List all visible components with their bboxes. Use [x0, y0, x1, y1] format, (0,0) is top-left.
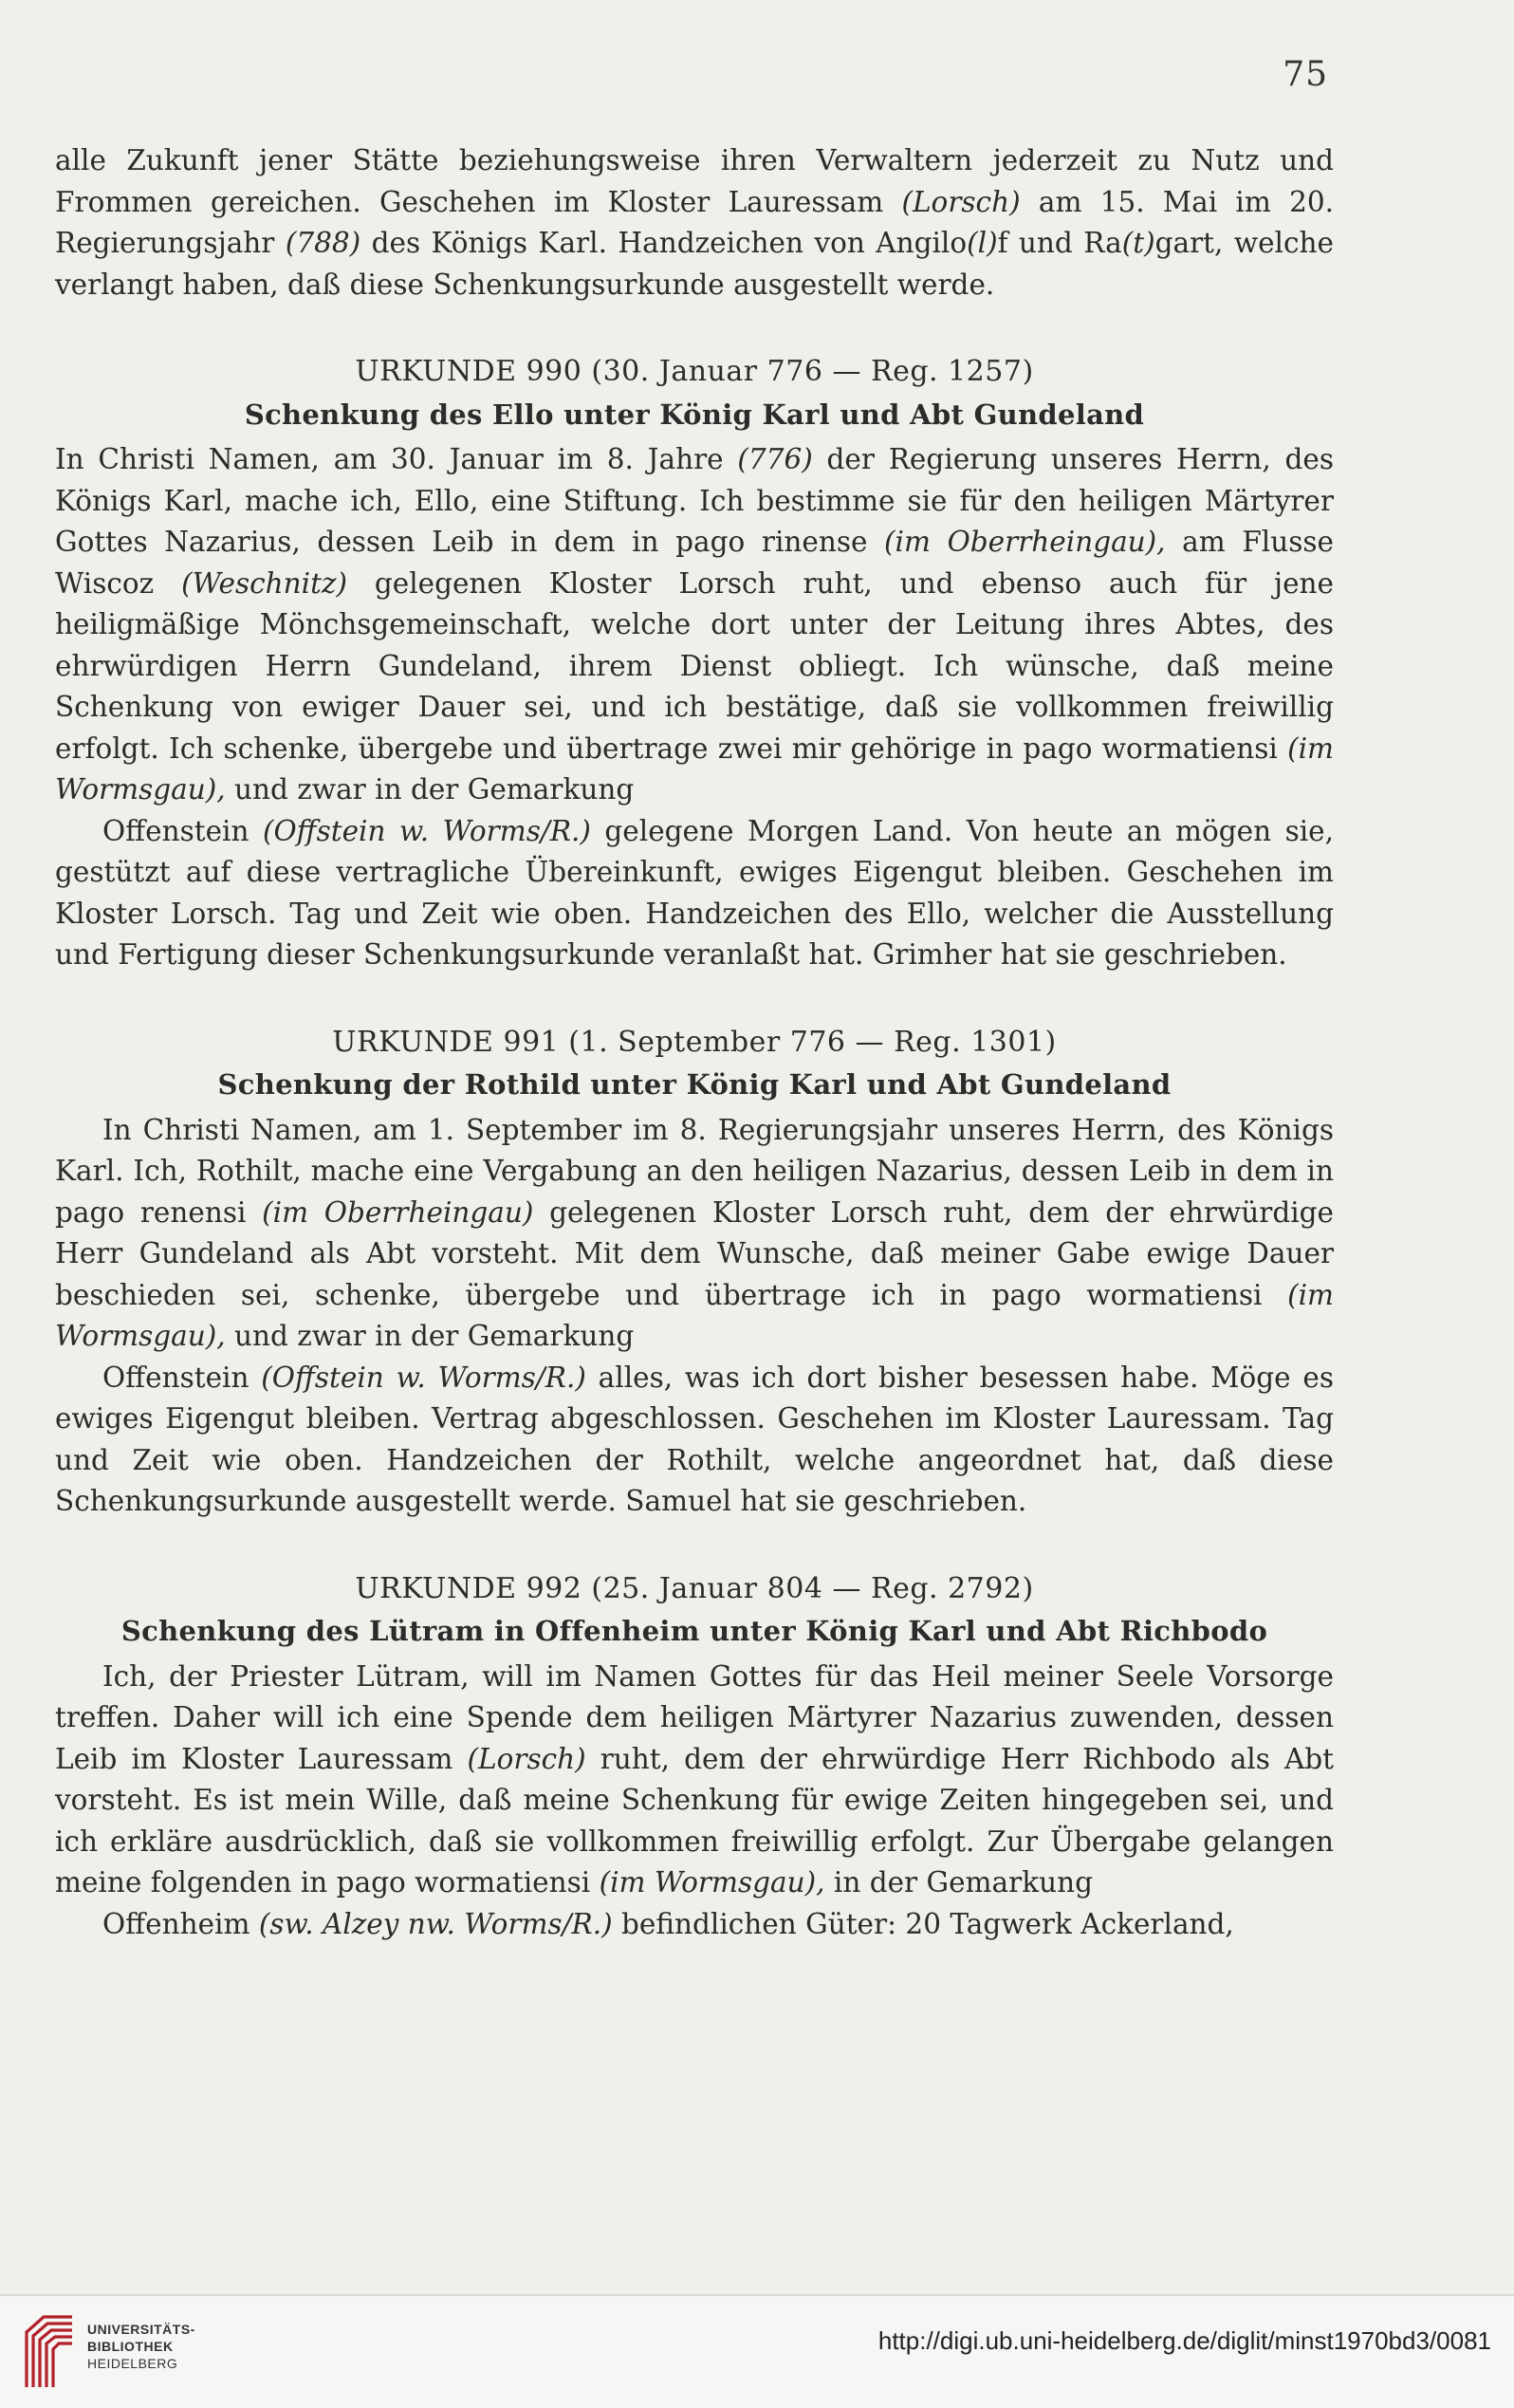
italic-run: (Weschnitz)	[181, 566, 347, 600]
text-run: gart, welche verlangt haben, daß diese Schenkungsurkunde ausgestellt werde.	[55, 227, 1334, 301]
text-run: alle Zukunft jener Stätte beziehungsweise ihren Verwaltern jederzeit zu Nutz und Frommen gereichen. Geschehen im Kloster Lauressam	[55, 144, 1334, 218]
text-run: am 15. Mai im 20. Regierungsjahr	[55, 185, 1334, 259]
text-run: Offenheim	[102, 1907, 259, 1940]
text-run: alles, was ich dort bisher besessen habe. Möge es ewiges Eigengut bleiben. Vertrag abgeschlossen. Geschehen im Kloster Lauressam. Tag und Zeit wie oben. Handzeichen der Rothilt, welche angeordnet hat, daß diese Schenkungsurkunde ausgestellt werde. Samuel hat sie geschrieben.	[55, 1361, 1334, 1517]
italic-run: (t)	[1121, 227, 1155, 259]
italic-run: (788)	[285, 227, 361, 259]
page-number: 75	[1283, 55, 1328, 94]
text-run: am Flusse Wiscoz	[55, 526, 1334, 600]
text-run: Ich, der Priester Lütram, will im Namen Gottes für das Heil meiner Seele Vorsorge treffen. Daher will ich eine Spende dem heiligen Märtyrer Nazarius zuwenden, dessen Leib im Kloster Lauressam	[55, 1659, 1334, 1775]
text-run: der Regierung unseres Herrn, des Königs Karl, mache ich, Ello, eine Stiftung. Ich bestimme sie für den heiligen Märtyrer Gottes Nazarius, dessen Leib in dem in pago rinense	[55, 443, 1334, 558]
text-run: des Königs Karl. Handzeichen von Angilo	[360, 227, 968, 259]
italic-run: (Lorsch)	[467, 1742, 586, 1775]
paragraph-991-1	[55, 1110, 1334, 1358]
italic-run: (im Wormsgau),	[599, 1866, 825, 1899]
library-name-line3: HEIDELBERG	[87, 2356, 178, 2371]
text-run: und zwar in der Gemarkung	[225, 773, 635, 806]
library-name	[87, 2321, 195, 2372]
text-run: ruht, dem der ehrwürdige Herr Richbodo als Abt vorsteht. Es ist mein Wille, daß meine Schenkung für ewige Zeiten hingegeben sei, und ich erkläre ausdrücklich, daß sie vollkommen freiwillig erfolgt. Zur Übergabe gelangen meine folgenden in pago wormatiensi	[55, 1742, 1334, 1899]
italic-run: (sw. Alzey nw. Worms/R.)	[258, 1907, 613, 1940]
text-run: befindlichen Güter: 20 Tagwerk Ackerland,	[612, 1907, 1234, 1940]
italic-run: (im Wormsgau),	[55, 1278, 1334, 1352]
paragraph-990-1	[55, 439, 1334, 811]
text-run: Offenstein	[102, 1361, 262, 1394]
library-footer	[0, 2294, 1514, 2408]
text-run: gelegenen Kloster Lorsch ruht, dem der ehrwürdige Herr Gundeland als Abt vorsteht. Mit dem Wunsche, daß meiner Gabe ewige Dauer beschieden sei, schenke, übergebe und übertrage ich in pago wormatiensi	[55, 1195, 1334, 1311]
intro-paragraph	[55, 140, 1334, 306]
paragraph-992-2	[55, 1904, 1334, 1946]
document-heading-990: URKUNDE 990 (30. Januar 776 — Reg. 1257)	[355, 355, 1034, 388]
document-title-991: Schenkung der Rothild unter König Karl und Abt Gundeland	[217, 1068, 1172, 1101]
italic-run: (im Wormsgau),	[55, 732, 1334, 806]
text-run: gelegenen Kloster Lorsch ruht, und ebenso auch für jene heiligmäßige Mönchsgemeinschaft, welche dort unter der Leitung ihres Abtes, des ehrwürdigen Herrn Gundeland, ihrem Dienst obliegt. Ich wünsche, daß meine Schenkung von ewiger Dauer sei, und ich bestätige, daß sie vollkommen freiwillig erfolgt. Ich schenke, übergebe und übertrage zwei mir gehörige in pago wormatiensi	[55, 566, 1334, 765]
italic-run: (im Oberrheingau)	[262, 1195, 534, 1229]
document-title-990: Schenkung des Ello unter König Karl und Abt Gundeland	[244, 398, 1145, 431]
text-run: in der Gemarkung	[824, 1866, 1093, 1899]
document-title-992: Schenkung des Lütram in Offenheim unter König Karl und Abt Richbodo	[120, 1615, 1268, 1647]
library-name-line2: BIBLIOTHEK	[87, 2339, 174, 2354]
document-heading-992: URKUNDE 992 (25. Januar 804 — Reg. 2792)	[355, 1571, 1034, 1605]
source-url-link[interactable]: http://digi.ub.uni-heidelberg.de/diglit/minst1970bd3/0081	[877, 2326, 1491, 2355]
paragraph-991-2	[55, 1358, 1334, 1523]
italic-run: (im Oberrheingau),	[884, 526, 1166, 558]
library-logo-icon	[21, 2311, 78, 2391]
italic-run: (l)	[967, 227, 998, 259]
paragraph-992-1	[55, 1657, 1334, 1904]
text-run: In Christi Namen, am 1. September im 8. Regierungsjahr unseres Herrn, des Königs Karl. Ich, Rothilt, mache eine Vergabung an den heiligen Nazarius, dessen Leib in dem in pago renensi	[55, 1113, 1334, 1229]
library-name-line1: UNIVERSITÄTS-	[87, 2322, 195, 2337]
italic-run: (Offstein w. Worms/R.)	[262, 814, 591, 847]
text-run: gelegene Morgen Land. Von heute an mögen sie, gestützt auf diese vertragliche Übereinkunft, ewiges Eigengut bleiben. Geschehen im Kloster Lorsch. Tag und Zeit wie oben. Handzeichen des Ello, welcher die Ausstellung und Fertigung dieser Schenkungsurkunde veranlaßt hat. Grimher hat sie geschrieben.	[55, 814, 1334, 971]
text-run: und zwar in der Gemarkung	[225, 1320, 635, 1352]
italic-run: (Lorsch)	[901, 185, 1021, 218]
paragraph-990-2	[55, 811, 1334, 976]
document-heading-991: URKUNDE 991 (1. September 776 — Reg. 1301)	[332, 1025, 1057, 1059]
italic-run: (Offstein w. Worms/R.)	[261, 1361, 586, 1394]
text-run: In Christi Namen, am 30. Januar im 8. Jahre	[55, 443, 738, 475]
document-body	[55, 140, 1334, 1945]
italic-run: (776)	[737, 443, 813, 475]
text-run: f und Ra	[997, 227, 1122, 259]
text-run: Offenstein	[102, 814, 263, 847]
